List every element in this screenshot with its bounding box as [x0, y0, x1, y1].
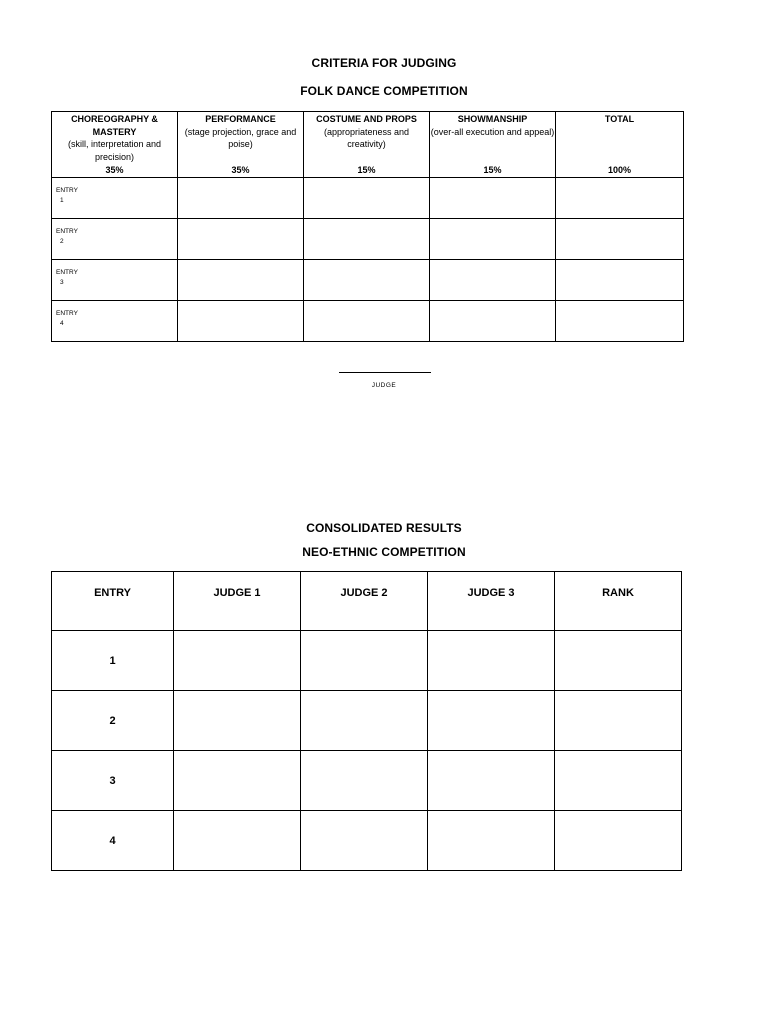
judge-score-cell[interactable]: [174, 751, 301, 811]
judge-signature-line[interactable]: [339, 372, 431, 373]
criteria-entry-row: [52, 178, 684, 219]
score-cell[interactable]: [178, 301, 304, 342]
criteria-weight: 35%: [231, 164, 250, 175]
criteria-weight: 15%: [483, 164, 502, 175]
entry-label: ENTRY: [56, 310, 78, 317]
judge-score-cell[interactable]: [428, 811, 555, 871]
rank-cell[interactable]: [555, 811, 682, 871]
entry-label-cell: [52, 178, 178, 219]
results-row: [52, 631, 682, 691]
judge-score-cell[interactable]: [174, 631, 301, 691]
criteria-header-cell: [304, 112, 430, 178]
total-cell[interactable]: [556, 301, 684, 342]
judge-score-cell[interactable]: [301, 691, 428, 751]
criteria-entry-row: [52, 219, 684, 260]
judge-score-cell[interactable]: [301, 631, 428, 691]
criteria-header-cell: [430, 112, 556, 178]
score-cell[interactable]: [304, 219, 430, 260]
criteria-name: CHOREOGRAPHY & MASTERY: [71, 114, 158, 137]
criteria-weight: 35%: [105, 164, 124, 175]
total-cell[interactable]: [556, 178, 684, 219]
results-header-cell: JUDGE 1: [174, 572, 301, 631]
criteria-name: SHOWMANSHIP: [457, 114, 528, 124]
score-cell[interactable]: [178, 260, 304, 301]
entry-label: ENTRY: [56, 187, 78, 194]
entry-number: 1: [60, 197, 64, 204]
score-cell[interactable]: [178, 178, 304, 219]
results-header-cell: JUDGE 2: [301, 572, 428, 631]
judge-signature-label: JUDGE: [371, 382, 397, 389]
score-cell[interactable]: [430, 178, 556, 219]
judge-score-cell[interactable]: [428, 751, 555, 811]
score-cell[interactable]: [304, 178, 430, 219]
criteria-description: (skill, interpretation and precision): [67, 139, 162, 162]
criteria-header-cell: [52, 112, 178, 178]
criteria-name: TOTAL: [604, 114, 635, 124]
entry-label: ENTRY: [56, 269, 78, 276]
criteria-subtitle: FOLK DANCE COMPETITION: [300, 84, 468, 98]
entry-number: 4: [60, 320, 64, 327]
results-row: [52, 691, 682, 751]
results-header-row: [52, 572, 682, 631]
results-table: [51, 571, 682, 871]
criteria-entry-row: [52, 260, 684, 301]
criteria-header-cell: [556, 112, 684, 178]
judge-score-cell[interactable]: [428, 631, 555, 691]
criteria-description: (over-all execution and appeal): [430, 126, 555, 137]
results-entry-number: 3: [52, 751, 174, 811]
judge-score-cell[interactable]: [174, 811, 301, 871]
rank-cell[interactable]: [555, 691, 682, 751]
criteria-description: (appropriateness and creativity): [323, 126, 410, 149]
judge-score-cell[interactable]: [301, 751, 428, 811]
results-row: [52, 751, 682, 811]
entry-label-cell: [52, 260, 178, 301]
criteria-header-cell: [178, 112, 304, 178]
criteria-header-row: [52, 112, 684, 178]
criteria-weight: 15%: [357, 164, 376, 175]
results-entry-number: 1: [52, 631, 174, 691]
results-entry-number: 2: [52, 691, 174, 751]
score-cell[interactable]: [430, 301, 556, 342]
criteria-name: PERFORMANCE: [205, 114, 276, 124]
rank-cell[interactable]: [555, 751, 682, 811]
judge-score-cell[interactable]: [174, 691, 301, 751]
score-cell[interactable]: [304, 260, 430, 301]
results-header-cell: RANK: [555, 572, 682, 631]
score-cell[interactable]: [430, 260, 556, 301]
results-header-cell: ENTRY: [52, 572, 174, 631]
criteria-title: CRITERIA FOR JUDGING: [311, 56, 457, 70]
entry-number: 3: [60, 279, 64, 286]
total-cell[interactable]: [556, 260, 684, 301]
results-entry-number: 4: [52, 811, 174, 871]
entry-label-cell: [52, 301, 178, 342]
total-cell[interactable]: [556, 219, 684, 260]
score-cell[interactable]: [304, 301, 430, 342]
criteria-table: [51, 111, 684, 342]
entry-label-cell: [52, 219, 178, 260]
criteria-name: COSTUME AND PROPS: [316, 114, 417, 124]
results-header-cell: JUDGE 3: [428, 572, 555, 631]
results-title: CONSOLIDATED RESULTS: [306, 521, 462, 535]
criteria-entry-row: [52, 301, 684, 342]
judge-score-cell[interactable]: [301, 811, 428, 871]
entry-number: 2: [60, 238, 64, 245]
judge-score-cell[interactable]: [428, 691, 555, 751]
score-cell[interactable]: [178, 219, 304, 260]
criteria-description: (stage projection, grace and poise): [184, 126, 297, 149]
score-cell[interactable]: [430, 219, 556, 260]
results-row: [52, 811, 682, 871]
entry-label: ENTRY: [56, 228, 78, 235]
rank-cell[interactable]: [555, 631, 682, 691]
results-subtitle: NEO-ETHNIC COMPETITION: [302, 545, 466, 559]
criteria-weight: 100%: [607, 164, 632, 175]
